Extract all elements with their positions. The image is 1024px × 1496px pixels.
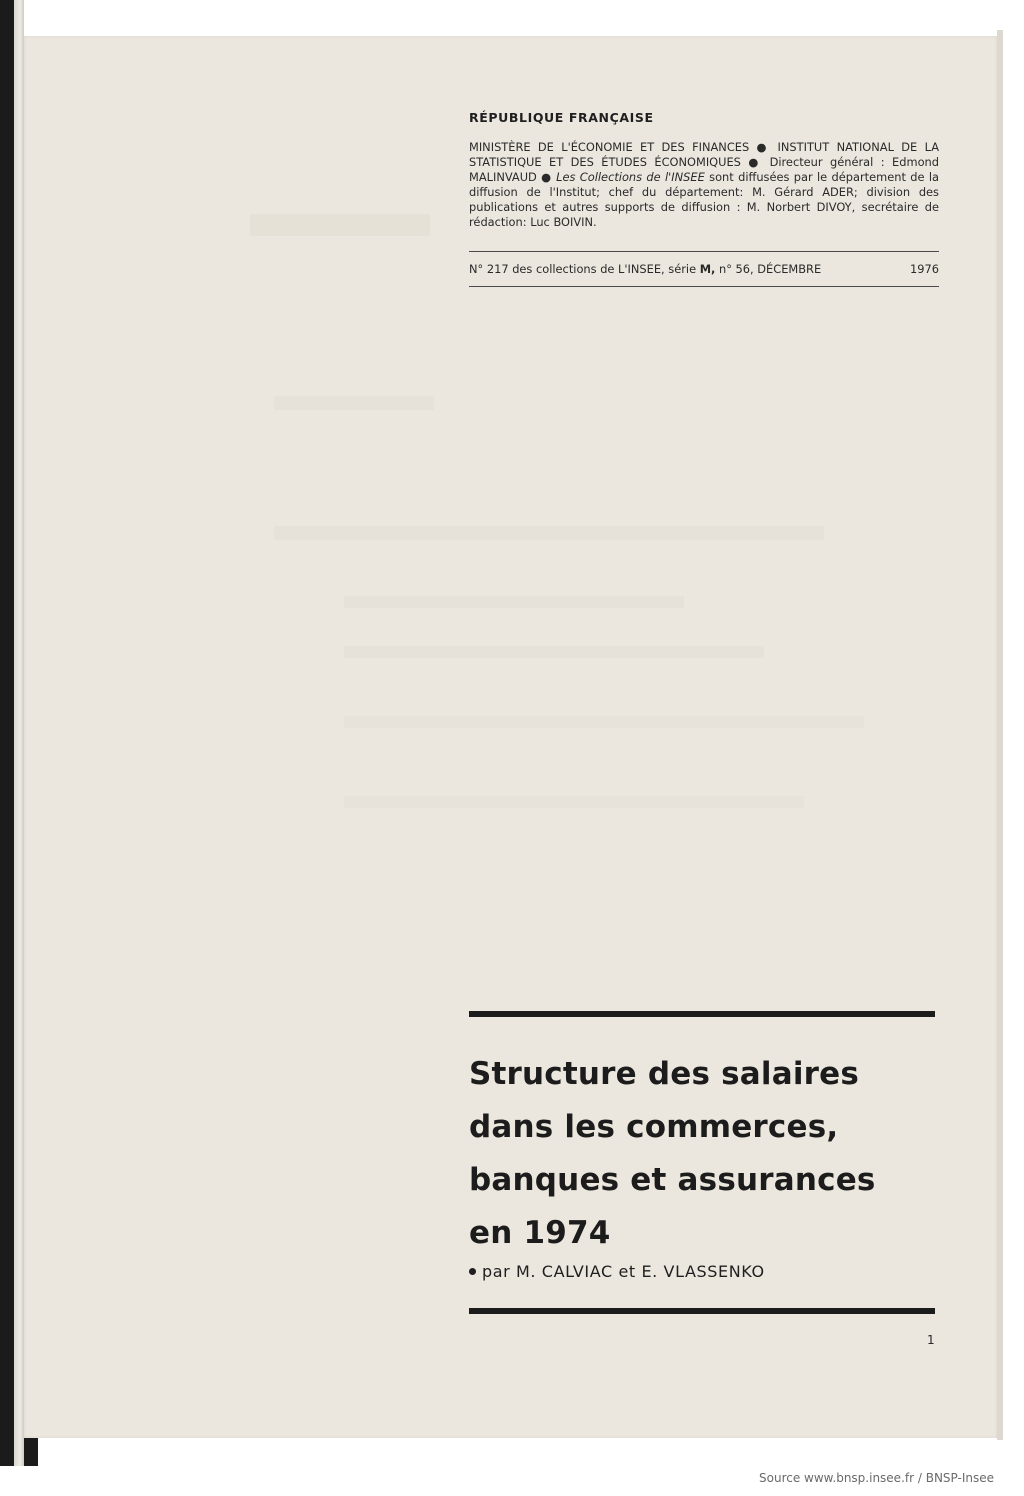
title-line-3: banques et assurances [469, 1162, 876, 1198]
title-line-4: en 1974 [469, 1215, 611, 1251]
collection-suffix: n° 56, DÉCEMBRE [715, 262, 822, 276]
bullet-icon [469, 1268, 476, 1275]
authors-line [469, 1262, 765, 1281]
collection-year: 1976 [910, 262, 939, 276]
top-margin [24, 0, 1024, 36]
binding-page-edge [14, 0, 24, 1466]
collection-serie-letter: M, [699, 262, 716, 276]
bleed-through-block-2 [274, 396, 434, 410]
page-right-edge [997, 30, 1003, 1440]
page-number: 1 [927, 1333, 935, 1347]
document-title [469, 1048, 949, 1260]
collection-prefix: N° 217 des collections de L'INSEE, série [469, 262, 700, 276]
bleed-through-block-3 [274, 526, 824, 540]
top-rule-lower [469, 286, 939, 287]
authors-text: par M. CALVIAC et E. VLASSENKO [482, 1262, 765, 1281]
ministry-text-italic: Les Collections de l'INSEE [556, 170, 705, 184]
bleed-through-block-7 [344, 796, 804, 808]
bleed-through-block-4 [344, 596, 684, 608]
title-rule-bottom [469, 1308, 935, 1314]
bleed-through-block-6 [344, 716, 864, 728]
bleed-through-block-5 [344, 646, 764, 658]
top-rule-upper [469, 251, 939, 252]
ministry-paragraph [469, 140, 939, 230]
republique-heading: RÉPUBLIQUE FRANÇAISE [469, 110, 654, 125]
title-line-1: Structure des salaires [469, 1056, 860, 1092]
ministry-text-part2: sont diffusées par le département de la diffusion de l'Institut; chef du département: M. Gérard ADER; division des publications et autres supports de diffusion : M. Norbert DIVOY, secrétaire de rédaction: Luc BOIVIN. [469, 170, 939, 229]
ministry-text-part1: MINISTÈRE DE L'ÉCONOMIE ET DES FINANCES ● INSTITUT NATIONAL DE LA STATISTIQUE ET DES ÉTUDES ÉCONOMIQUES ● Directeur général : Edmond MALINVAUD ● [469, 140, 939, 184]
collection-line [469, 262, 939, 276]
title-rule-top [469, 1011, 935, 1017]
source-credit: Source www.bnsp.insee.fr / BNSP-Insee [759, 1471, 994, 1485]
bleed-through-block-1 [250, 214, 430, 236]
title-line-2: dans les commerces, [469, 1109, 839, 1145]
